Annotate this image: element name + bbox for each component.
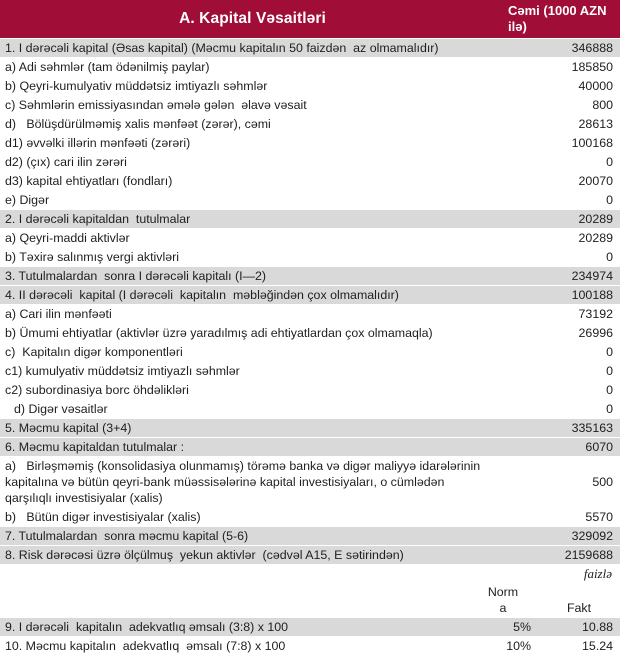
table-row [0, 456, 620, 507]
table-row [0, 76, 620, 95]
row-value: 185850 [571, 60, 613, 74]
row-label: b) Qeyri-kumulyativ müddətsiz imtiyazlı səhmlər [5, 79, 268, 93]
ratio-row [0, 636, 620, 655]
table-row [0, 399, 620, 418]
row-value: 0 [606, 250, 613, 264]
table-row [0, 418, 620, 437]
row-label: 8. Risk dərəcəsi üzrə ölçülmuş yekun aktivlər (cədvəl A15, E sətirindən) [5, 548, 404, 562]
row-value: 329092 [571, 529, 613, 543]
row-value: 0 [606, 345, 613, 359]
table-row [0, 209, 620, 228]
table-row [0, 380, 620, 399]
row-label: c1) kumulyativ müddətsiz imtiyazlı səhmlər [5, 364, 240, 378]
norma-column-header: Norma [487, 585, 519, 615]
ratio-row-fakt: 10.88 [581, 620, 613, 634]
row-value: 0 [606, 193, 613, 207]
row-value: 800 [592, 98, 613, 112]
ratio-row [0, 617, 620, 636]
row-label: b) Təxirə salınmış vergi aktivləri [5, 250, 179, 264]
row-label: 5. Məcmu kapital (3+4) [5, 421, 132, 435]
row-value: 20289 [578, 212, 613, 226]
row-value: 73192 [578, 307, 613, 321]
table-row [0, 57, 620, 76]
ratio-row-label: 9. I dərəcəli kapitalın adekvatlıq əmsalı (3:8) x 100 [5, 620, 289, 634]
table-row [0, 323, 620, 342]
table-row [0, 190, 620, 209]
page-title: A. Kapital Vəsaitləri [179, 10, 326, 27]
row-label: d3) kapital ehtiyatları (fondları) [5, 174, 173, 188]
table-row [0, 526, 620, 545]
row-value: 5570 [585, 510, 613, 524]
table-row [0, 114, 620, 133]
table-row [0, 545, 620, 564]
row-label: b) Bütün digər investisiyalar (xalis) [5, 510, 201, 524]
table-row [0, 361, 620, 380]
row-label: b) Ümumi ehtiyatlar (aktivlər üzrə yaradılmış adi ehtiyatlardan çox olmamaqla) [5, 326, 433, 340]
row-value: 40000 [578, 79, 613, 93]
row-value: 0 [606, 364, 613, 378]
table-row [0, 95, 620, 114]
ratio-table-body [0, 617, 620, 655]
row-label: d) Digər vəsaitlər [14, 402, 108, 416]
fakt-column-header: Fakt [566, 600, 592, 615]
row-value: 100168 [571, 136, 613, 150]
table-row [0, 285, 620, 304]
row-value: 234974 [571, 269, 613, 283]
ratio-row-norma: 5% [513, 620, 531, 634]
table-row [0, 38, 620, 57]
row-label: 3. Tutulmalardan sonra I dərəcəli kapitalı (I—2) [5, 269, 267, 283]
row-label: d2) (çıx) cari ilin zərəri [5, 155, 127, 169]
amount-column-header: Cəmi (1000 AZN ilə) [508, 3, 607, 34]
table-header [0, 0, 620, 38]
table-row [0, 266, 620, 285]
norma-column [468, 585, 538, 616]
table-row [0, 304, 620, 323]
row-value: 20289 [578, 231, 613, 245]
table-row [0, 247, 620, 266]
table-row [0, 152, 620, 171]
table-row [0, 171, 620, 190]
row-value: 346888 [571, 41, 613, 55]
table-body [0, 38, 620, 564]
row-label: 2. I dərəcəli kapitaldan tutulmalar [5, 212, 191, 226]
row-label: a) Adi səhmlər (tam ödənilmiş paylar) [5, 60, 210, 74]
row-value: 28613 [578, 117, 613, 131]
percent-note: faizlə [583, 566, 612, 581]
ratio-header-row [0, 584, 620, 617]
table-row [0, 228, 620, 247]
row-label: c) Səhmlərin emissiyasından əmələ gələn əlavə vəsait [5, 98, 307, 112]
row-label: 4. II dərəcəli kapital (I dərəcəli kapitalın məbləğindən çox olmamalıdır) [5, 288, 399, 302]
row-value: 0 [606, 155, 613, 169]
row-value: 0 [606, 402, 613, 416]
row-label: d1) əvvəlki illərin mənfəəti (zərəri) [5, 136, 191, 150]
row-value: 100188 [571, 288, 613, 302]
ratio-row-fakt: 15.24 [581, 639, 613, 653]
row-value: 26996 [578, 326, 613, 340]
ratio-row-norma: 10% [506, 639, 531, 653]
row-value: 500 [592, 475, 613, 489]
row-label: c2) subordinasiya borc öhdəlikləri [5, 383, 189, 397]
row-value: 335163 [571, 421, 613, 435]
row-value: 2159688 [564, 548, 613, 562]
row-label: a) Cari ilin mənfəəti [5, 307, 112, 321]
table-row [0, 342, 620, 361]
row-label: 6. Məcmu kapitaldan tutulmalar : [5, 440, 185, 454]
row-value: 20070 [578, 174, 613, 188]
row-label: a) Qeyri-maddi aktivlər [5, 231, 130, 245]
table-row [0, 133, 620, 152]
row-label: e) Digər [5, 193, 50, 207]
row-label: c) Kapitalın digər komponentləri [5, 345, 183, 359]
table-row [0, 507, 620, 526]
table-row [0, 437, 620, 456]
row-value: 0 [606, 383, 613, 397]
ratio-row-label: 10. Məcmu kapitalın adekvatlıq əmsalı (7:8) x 100 [5, 639, 286, 653]
row-label: 1. I dərəcəli kapital (Əsas kapital) (Məcmu kapitalın 50 faizdən az olmamalıdır) [5, 41, 439, 55]
row-value: 6070 [585, 440, 613, 454]
row-label: 7. Tutulmalardan sonra məcmu kapital (5-6) [5, 529, 249, 543]
row-label: d) Bölüşdürülməmiş xalis mənfəət (zərər), cəmi [5, 117, 271, 131]
row-label: a) Birləşməmiş (konsolidasiya olunmamış) törəmə banka və digər maliyyə idarələrinin kapitalına və bütün qeyri-bank müəssisələrinə kapital investisiyaları, o cümlədən qarşılıqlı investisiyalar (xalis) [5, 459, 484, 505]
